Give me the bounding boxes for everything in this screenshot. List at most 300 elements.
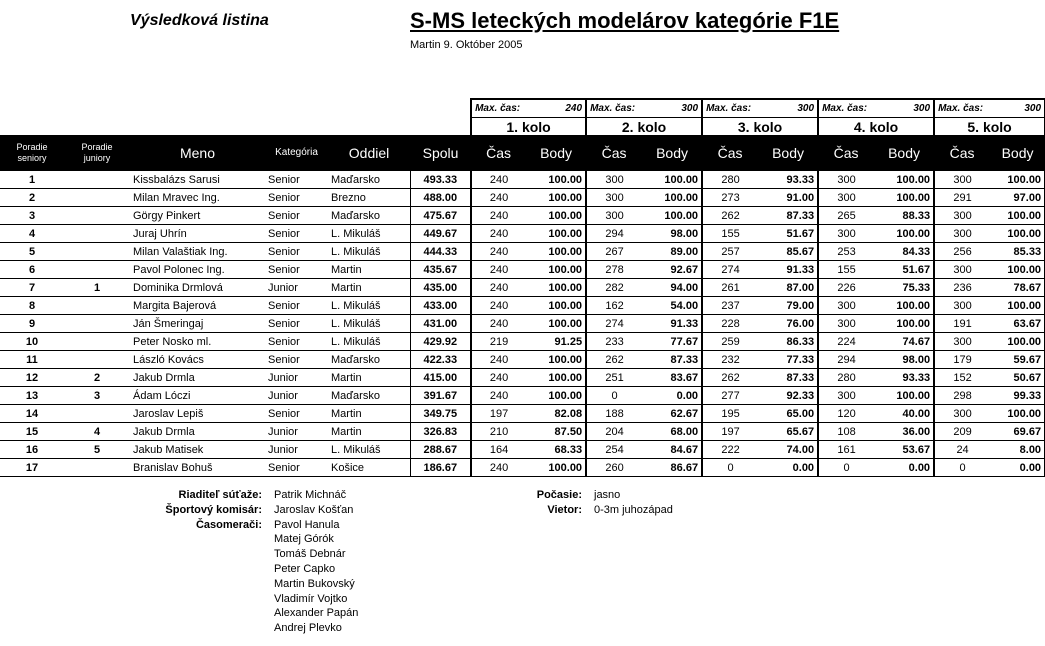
round-2-time: 233 [586,333,642,351]
total-score: 186.67 [410,459,471,477]
round-5-points: 100.00 [990,405,1045,423]
footer-values-right [594,488,673,518]
max-time-value: 300 [681,102,699,114]
round-5-time: 300 [934,171,990,189]
rank-junior: 4 [64,423,130,441]
results-table [0,98,1045,477]
page-title: S-MS leteckých modelárov kategórie F1E [410,8,840,33]
round-4-time: 300 [818,297,874,315]
round-3-time: 0 [702,459,758,477]
club: L. Mikuláš [328,333,410,351]
category: Senior [265,315,328,333]
rank-junior [64,459,130,477]
header-body-3: Body [758,135,818,171]
rank-senior: 6 [0,261,64,279]
round-2-time: 300 [586,207,642,225]
casomeraci-label: Časomerači: [195,518,262,531]
round-5-points: 97.00 [990,189,1045,207]
header-body-5: Body [990,135,1045,171]
rank-senior: 5 [0,243,64,261]
round-2-points: 62.67 [642,405,702,423]
rank-senior: 13 [0,387,64,405]
round-5-points: 78.67 [990,279,1045,297]
club: Maďarsko [328,351,410,369]
max-time-label: Max. čas: [475,102,521,114]
category: Senior [265,351,328,369]
round-3-time: 197 [702,423,758,441]
round-3-time: 274 [702,261,758,279]
round-2-points: 84.67 [642,441,702,459]
max-time-value: 300 [797,102,815,114]
header-kategoria: Kategória [265,135,328,171]
max-time-label: Max. čas: [822,102,868,114]
timekeeper-name: Martin Bukovský [274,577,355,590]
round-5-points: 100.00 [990,333,1045,351]
round-1-points: 100.00 [526,243,586,261]
round-4-time: 253 [818,243,874,261]
round-3-time: 262 [702,207,758,225]
round-1-time: 164 [471,441,526,459]
round-1-time: 219 [471,333,526,351]
round-4-time: 300 [818,315,874,333]
header-cas-3: Čas [702,135,758,171]
category: Senior [265,333,328,351]
round-4-time: 280 [818,369,874,387]
category: Senior [265,243,328,261]
rank-senior: 15 [0,423,64,441]
round-5-points: 100.00 [990,171,1045,189]
round-5-time: 0 [934,459,990,477]
round-2-points: 98.00 [642,225,702,243]
round-2-points: 86.67 [642,459,702,477]
round-1-points: 100.00 [526,189,586,207]
rank-senior: 7 [0,279,64,297]
total-score: 435.00 [410,279,471,297]
round-2-points: 68.00 [642,423,702,441]
category: Senior [265,225,328,243]
max-time-label: Max. čas: [706,102,752,114]
category: Junior [265,279,328,297]
round-5-points: 8.00 [990,441,1045,459]
timekeeper-name: Tomáš Debnár [274,548,346,561]
round-3-time: 222 [702,441,758,459]
footer-labels-left [140,488,262,532]
category: Junior [265,369,328,387]
round-2-time: 267 [586,243,642,261]
round-label-3: 3. kolo [702,118,818,136]
round-3-points: 91.33 [758,261,818,279]
competitor-name: Jakub Drmla [130,423,265,441]
club: L. Mikuláš [328,225,410,243]
round-5-points: 100.00 [990,261,1045,279]
round-1-points: 100.00 [526,225,586,243]
competitor-name: Jakub Matisek [130,441,265,459]
competitor-name: László Kovács [130,351,265,369]
rank-junior [64,261,130,279]
competitor-name: Ádam Lóczi [130,387,265,405]
table-row [0,207,1045,225]
rank-junior [64,297,130,315]
riaditel-value: Patrik Michnáč [274,489,347,501]
page-subtitle: Martin 9. Október 2005 [410,39,523,51]
table-row [0,333,1045,351]
round-1-time: 240 [471,207,526,225]
round-2-points: 77.67 [642,333,702,351]
rank-senior: 16 [0,441,64,459]
round-3-points: 0.00 [758,459,818,477]
round-max-time-4 [818,99,934,118]
max-time-value: 300 [1024,102,1042,114]
table-row [0,171,1045,189]
round-3-points: 76.00 [758,315,818,333]
round-5-time: 300 [934,261,990,279]
timekeeper-name: Matej Górók [274,533,334,546]
round-3-points: 77.33 [758,351,818,369]
round-5-time: 291 [934,189,990,207]
rank-junior [64,207,130,225]
round-2-points: 83.67 [642,369,702,387]
round-4-time: 0 [818,459,874,477]
table-row [0,243,1045,261]
total-score: 449.67 [410,225,471,243]
round-4-points: 51.67 [874,261,934,279]
table-row [0,297,1045,315]
max-time-row [0,99,1045,118]
timekeeper-name: Pavol Hanula [274,518,340,531]
round-3-time: 195 [702,405,758,423]
round-5-time: 300 [934,297,990,315]
rank-senior: 11 [0,351,64,369]
round-5-points: 100.00 [990,207,1045,225]
max-time-value: 240 [565,102,583,114]
round-1-time: 210 [471,423,526,441]
round-4-points: 93.33 [874,369,934,387]
competitor-name: Kissbalázs Sarusi [130,171,265,189]
rank-junior: 1 [64,279,130,297]
round-2-points: 100.00 [642,189,702,207]
competitor-name: Milan Valaštiak Ing. [130,243,265,261]
category: Junior [265,423,328,441]
header-row [0,135,1045,171]
competitor-name: Jakub Drmla [130,369,265,387]
round-3-time: 273 [702,189,758,207]
rank-junior [64,405,130,423]
komisar-value: Jaroslav Košťan [274,503,354,516]
rank-junior: 5 [64,441,130,459]
club: Košice [328,459,410,477]
round-1-time: 240 [471,225,526,243]
timekeeper-name: Andrej Plevko [274,622,342,635]
round-1-time: 197 [471,405,526,423]
round-1-points: 100.00 [526,207,586,225]
round-4-time: 224 [818,333,874,351]
round-4-points: 40.00 [874,405,934,423]
rank-junior [64,351,130,369]
round-5-points: 69.67 [990,423,1045,441]
rank-senior: 1 [0,171,64,189]
total-score: 431.00 [410,315,471,333]
competitor-name: Pavol Polonec Ing. [130,261,265,279]
round-1-points: 100.00 [526,279,586,297]
round-1-points: 87.50 [526,423,586,441]
round-5-points: 50.67 [990,369,1045,387]
rank-senior: 3 [0,207,64,225]
round-2-points: 87.33 [642,351,702,369]
round-3-time: 155 [702,225,758,243]
round-max-time-2 [586,99,702,118]
round-3-time: 280 [702,171,758,189]
rank-senior: 12 [0,369,64,387]
rank-senior: 17 [0,459,64,477]
table-row [0,225,1045,243]
round-3-points: 92.33 [758,387,818,405]
category: Junior [265,441,328,459]
round-3-points: 51.67 [758,225,818,243]
round-1-points: 82.08 [526,405,586,423]
table-row [0,387,1045,405]
club: Martin [328,369,410,387]
round-4-points: 88.33 [874,207,934,225]
competitor-name: Jaroslav Lepiš [130,405,265,423]
round-3-time: 277 [702,387,758,405]
header-cas-2: Čas [586,135,642,171]
club: L. Mikuláš [328,315,410,333]
rank-junior [64,171,130,189]
club: Brezno [328,189,410,207]
table-row [0,441,1045,459]
round-2-points: 89.00 [642,243,702,261]
club: Martin [328,279,410,297]
round-1-points: 100.00 [526,315,586,333]
max-time-value: 300 [913,102,931,114]
round-2-time: 300 [586,189,642,207]
round-5-points: 0.00 [990,459,1045,477]
table-row [0,315,1045,333]
rank-junior: 3 [64,387,130,405]
rank-junior [64,315,130,333]
rank-senior: 4 [0,225,64,243]
round-4-points: 74.67 [874,333,934,351]
total-score: 433.00 [410,297,471,315]
round-5-time: 300 [934,333,990,351]
round-2-time: 260 [586,459,642,477]
round-5-time: 209 [934,423,990,441]
timekeeper-name: Peter Capko [274,562,336,575]
competitor-name: Milan Mravec Ing. [130,189,265,207]
header-meno: Meno [130,135,265,171]
round-1-time: 240 [471,243,526,261]
total-score: 349.75 [410,405,471,423]
round-5-time: 298 [934,387,990,405]
round-label-1: 1. kolo [471,118,586,136]
round-2-points: 92.67 [642,261,702,279]
round-5-time: 179 [934,351,990,369]
category: Senior [265,207,328,225]
round-4-time: 300 [818,225,874,243]
rank-junior [64,333,130,351]
timekeeper-name: Vladimír Vojtko [274,592,348,605]
header-body-2: Body [642,135,702,171]
table-row [0,423,1045,441]
round-1-points: 100.00 [526,387,586,405]
vietor-label: Vietor: [547,503,582,516]
round-4-points: 84.33 [874,243,934,261]
round-2-points: 91.33 [642,315,702,333]
total-score: 475.67 [410,207,471,225]
timekeeper-name: Alexander Papán [274,607,359,620]
round-3-points: 91.00 [758,189,818,207]
round-3-points: 93.33 [758,171,818,189]
round-3-points: 86.33 [758,333,818,351]
competitor-name: Ján Šmeringaj [130,315,265,333]
round-1-time: 240 [471,171,526,189]
club: Martin [328,405,410,423]
results-body [0,171,1045,477]
competitor-name: Peter Nosko ml. [130,333,265,351]
category: Senior [265,261,328,279]
round-1-points: 100.00 [526,459,586,477]
round-4-points: 75.33 [874,279,934,297]
round-4-time: 108 [818,423,874,441]
pocasie-label: Počasie: [536,489,582,501]
competitor-name: Juraj Uhrín [130,225,265,243]
round-max-time-3 [702,99,818,118]
round-2-points: 0.00 [642,387,702,405]
round-3-points: 65.00 [758,405,818,423]
round-5-time: 300 [934,405,990,423]
round-5-points: 100.00 [990,225,1045,243]
round-2-points: 94.00 [642,279,702,297]
round-5-points: 63.67 [990,315,1045,333]
round-max-time-5 [934,99,1045,118]
round-1-time: 240 [471,351,526,369]
competitor-name: Margita Bajerová [130,297,265,315]
round-3-points: 79.00 [758,297,818,315]
round-2-time: 278 [586,261,642,279]
round-3-points: 87.33 [758,207,818,225]
round-3-points: 87.33 [758,369,818,387]
club: Maďarsko [328,171,410,189]
club: L. Mikuláš [328,297,410,315]
total-score: 444.33 [410,243,471,261]
round-2-points: 100.00 [642,171,702,189]
round-2-time: 274 [586,315,642,333]
max-time-label: Max. čas: [938,102,984,114]
round-3-time: 232 [702,351,758,369]
club: L. Mikuláš [328,243,410,261]
round-2-time: 204 [586,423,642,441]
round-4-time: 300 [818,189,874,207]
casomeraci-list [274,518,358,636]
total-score: 391.67 [410,387,471,405]
round-1-time: 240 [471,369,526,387]
round-5-time: 300 [934,207,990,225]
round-4-points: 100.00 [874,297,934,315]
round-1-time: 240 [471,261,526,279]
total-score: 288.67 [410,441,471,459]
round-4-time: 120 [818,405,874,423]
round-1-time: 240 [471,279,526,297]
table-row [0,459,1045,477]
round-3-time: 261 [702,279,758,297]
footer-values-left [274,488,358,636]
komisar-label: Športový komisár: [165,503,262,516]
rank-junior [64,189,130,207]
club: Martin [328,423,410,441]
round-1-time: 240 [471,387,526,405]
table-row [0,369,1045,387]
club: Maďarsko [328,207,410,225]
round-2-points: 100.00 [642,207,702,225]
round-4-points: 0.00 [874,459,934,477]
round-4-points: 100.00 [874,189,934,207]
round-1-time: 240 [471,189,526,207]
rank-junior [64,225,130,243]
riaditel-label: Riaditeľ súťaže: [178,489,262,501]
round-4-points: 100.00 [874,315,934,333]
round-3-points: 74.00 [758,441,818,459]
round-label-4: 4. kolo [818,118,934,136]
competitor-name: Dominika Drmlová [130,279,265,297]
category: Senior [265,459,328,477]
club: Maďarsko [328,387,410,405]
round-3-points: 85.67 [758,243,818,261]
round-1-points: 100.00 [526,369,586,387]
vietor-value: 0-3m juhozápad [594,503,673,516]
round-4-time: 161 [818,441,874,459]
round-5-time: 24 [934,441,990,459]
round-4-points: 100.00 [874,387,934,405]
round-3-time: 257 [702,243,758,261]
round-5-time: 152 [934,369,990,387]
table-row [0,279,1045,297]
round-2-time: 262 [586,351,642,369]
round-2-time: 300 [586,171,642,189]
club: L. Mikuláš [328,441,410,459]
round-2-time: 294 [586,225,642,243]
table-row [0,189,1045,207]
total-score: 422.33 [410,351,471,369]
round-4-time: 155 [818,261,874,279]
round-row [0,118,1045,136]
round-5-points: 100.00 [990,297,1045,315]
total-score: 429.92 [410,333,471,351]
round-5-points: 99.33 [990,387,1045,405]
round-4-points: 53.67 [874,441,934,459]
table-row [0,261,1045,279]
round-4-time: 265 [818,207,874,225]
category: Senior [265,189,328,207]
round-4-points: 100.00 [874,225,934,243]
rank-senior: 8 [0,297,64,315]
header-cas-4: Čas [818,135,874,171]
category: Senior [265,171,328,189]
round-1-points: 100.00 [526,171,586,189]
round-3-time: 259 [702,333,758,351]
round-3-time: 237 [702,297,758,315]
rank-senior: 9 [0,315,64,333]
round-5-time: 300 [934,225,990,243]
round-4-points: 100.00 [874,171,934,189]
round-1-time: 240 [471,459,526,477]
pocasie-value: jasno [594,489,621,501]
total-score: 493.33 [410,171,471,189]
round-3-points: 87.00 [758,279,818,297]
header-cas-1: Čas [471,135,526,171]
round-5-points: 59.67 [990,351,1045,369]
table-row [0,351,1045,369]
round-1-time: 240 [471,297,526,315]
